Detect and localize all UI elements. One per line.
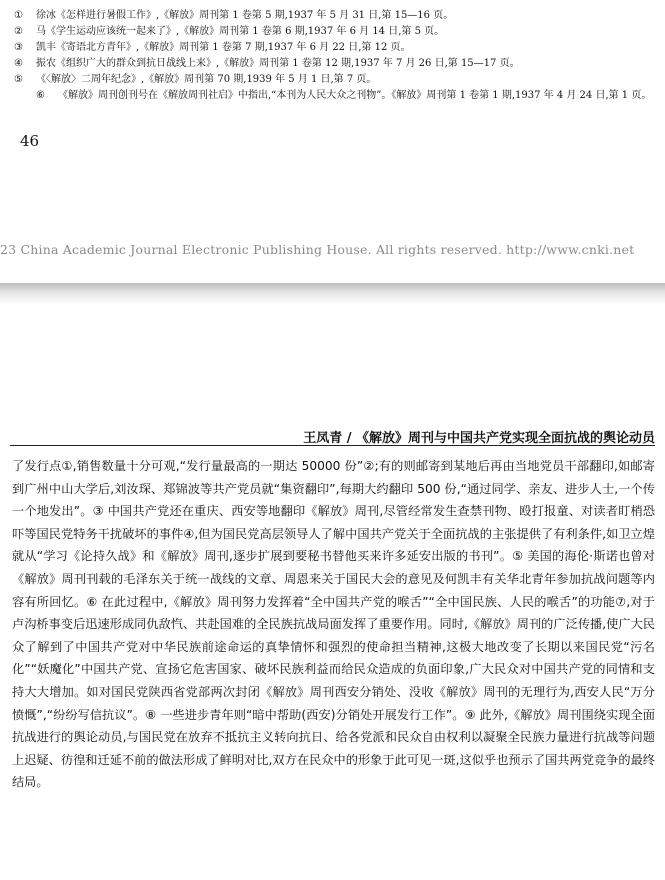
footnote-marker: ⑤	[14, 74, 23, 85]
footnote-5	[14, 72, 654, 88]
copyright-line: 23 China Academic Journal Electronic Publishing House. All rights reserved. http://www.cnki.net	[0, 242, 635, 257]
header-rule	[10, 445, 655, 446]
footnote-marker: ④	[14, 58, 23, 69]
body-paragraph: 了发行点①,销售数量十分可观,“发行量最高的一期达 50000 份”②;有的则邮寄到某地后再由当地党员干部翻印,如邮寄到广州中山大学后,刘汝琛、郑锦波等共产党员就“集资翻印”,每期大约翻印 500 份,“通过同学、亲友、进步人士,一个传一个地发出”。③ 中国共产党还在重庆、西安等地翻印《解放》周刊,尽管经常发生查禁刊物、殴打报童、对读者盯梢恐吓等国民党特务干扰破坏的事件④,但为国民党高层领导人了解中国共产党关于全面抗战的主张提供了有利条件,如卫立煌就从“学习《论持久战》和《解放》周刊,逐步扩展到要秘书替他买来许多延安出版的书刊”。⑤ 美国的海伦·斯诺也曾对《解放》周刊刊载的毛泽东关于统一战线的文章、周恩来关于国民大会的意见及何凯丰有关华北青年参加抗战问题等内容有所回忆。⑥ 在此过程中,《解放》周刊努力发挥着“全中国共产党的喉舌”“全中国民族、人民的喉舌”的功能⑦,对于卢沟桥事变后迅速形成同仇敌忾、共赴国难的全民族抗战局面发挥了重要作用。同时,《解放》周刊的广泛传播,使广大民众了解到了中国共产党对中华民族前途命运的真挚情怀和强烈的使命担当精神,这极大地改变了长期以来国民党“污名化”“妖魔化”中国共产党、宣扬它危害国家、破坏民族利益而给民众造成的负面印象,广大民众对中国共产党的同情和支持大大增加。如对国民党陕西省党部两次封闭《解放》周刊西安分销处、没收《解放》周刊的无理行为,西安人民“万分愤慨”,“纷纷写信抗议”。⑧ 一些进步青年则“暗中帮助(西安)分销处开展发行工作”。⑨ 此外,《解放》周刊围绕实现全面抗战进行的舆论动员,与国民党在放弃不抵抗主义转向抗日、给各党派和民众自由权利以凝聚全民族力量进行抗战等问题上迟疑、彷徨和迁延不前的做法形成了鲜明对比,双方在民众中的形象于此可见一斑,这似乎也预示了国共两党竞争的最终结局。	[12, 459, 655, 790]
current-page	[0, 305, 665, 880]
page-number: 46	[20, 132, 40, 150]
footnote-text: 《解放》周刊创刊号在《解放周刊社启》中指出,“本刊为人民大众之刊物”。《解放》周刊第 1 卷第 1 期,1937 年 4 月 24 日,第 1 页。	[58, 90, 652, 101]
footnote-text: 振农《组织广大的群众到抗日战线上来》,《解放》周刊第 1 卷第 12 期,1937 年 7 月 26 日,第 15—17 页。	[36, 58, 520, 69]
footnote-4	[14, 56, 654, 72]
footnote-marker: ②	[14, 26, 23, 37]
footnote-text: 马《学生运动应该统一起来了》,《解放》周刊第 1 卷第 6 期,1937 年 6 月 14 日,第 5 页。	[36, 26, 445, 37]
running-header: 王凤青 / 《解放》周刊与中国共产党实现全面抗战的舆论动员	[303, 431, 655, 446]
footnote-3	[14, 40, 654, 56]
page-separator	[0, 283, 665, 305]
footnote-text: 凯丰《寄语北方青年》,《解放》周刊第 1 卷第 7 期,1937 年 6 月 22 日,第 12 页。	[36, 42, 411, 53]
footnote-marker: ⑥	[36, 90, 45, 101]
previous-page	[0, 0, 665, 283]
footnote-marker: ①	[14, 10, 23, 21]
footnote-2	[14, 24, 654, 40]
footnote-6	[14, 88, 654, 104]
footnotes	[14, 8, 654, 104]
footnote-text: 《〈解放〉二周年纪念》,《解放》周刊第 70 期,1939 年 5 月 1 日,第 7 页。	[36, 74, 377, 85]
footnote-marker: ③	[14, 42, 23, 53]
footnote-text: 徐冰《怎样进行暑假工作》,《解放》周刊第 1 卷第 5 期,1937 年 5 月 31 日,第 15—16 页。	[36, 10, 454, 21]
footnote-1	[14, 8, 654, 24]
